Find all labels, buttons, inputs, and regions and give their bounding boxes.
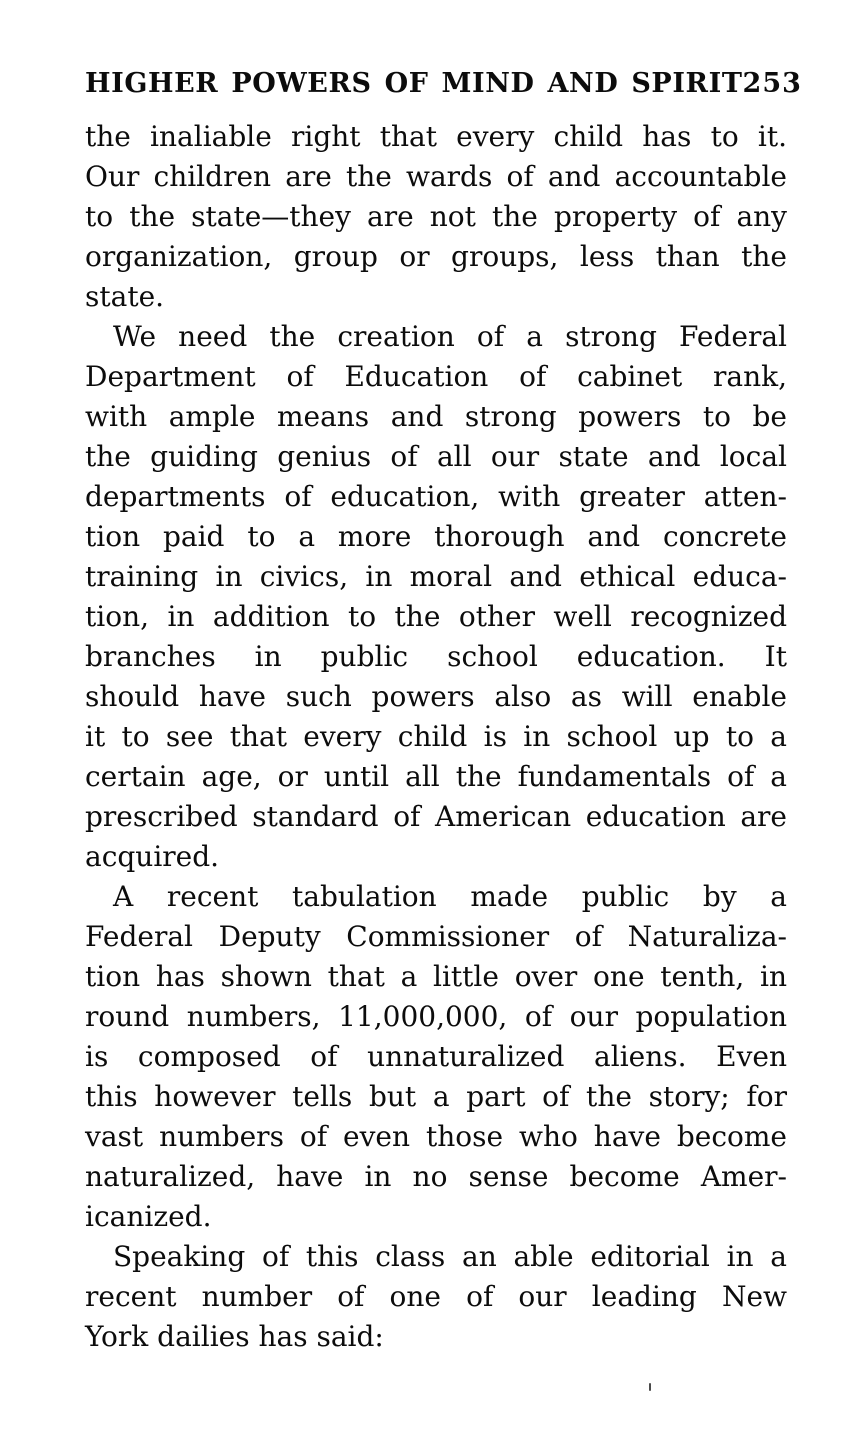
- text-line: training in civics, in moral and ethical educa-: [85, 560, 787, 593]
- text-line: naturalized, have in no sense become Amer-: [85, 1160, 787, 1193]
- running-title: HIGHER POWERS OF MIND AND SPIRIT: [85, 68, 743, 99]
- text-line: icanized.: [85, 1200, 212, 1233]
- text-line: tion paid to a more thorough and concrete: [85, 520, 787, 553]
- text-line: acquired.: [85, 840, 220, 873]
- book-page: [85, 64, 802, 1357]
- text-line: York dailies has said:: [85, 1320, 384, 1353]
- text-line: is composed of unnaturalized aliens. Even: [85, 1040, 787, 1073]
- text-line: branches in public school education. It: [85, 640, 787, 673]
- page-number: 253: [742, 68, 802, 99]
- text-line: Our children are the wards of and accountable: [85, 160, 787, 193]
- text-line: recent number of one of our leading New: [85, 1280, 787, 1313]
- text-line: certain age, or until all the fundamentals of a: [85, 760, 787, 793]
- scan-speck-artifact: [649, 1383, 651, 1391]
- text-line: tion has shown that a little over one tenth, in: [85, 960, 787, 993]
- text-line: with ample means and strong powers to be: [85, 400, 787, 433]
- text-line: We need the creation of a strong Federal: [113, 320, 787, 353]
- text-line: Speaking of this class an able editorial in a: [113, 1240, 787, 1273]
- text-line: it to see that every child is in school up to a: [85, 720, 787, 753]
- text-line: this however tells but a part of the story; for: [85, 1080, 787, 1113]
- page-body: [85, 117, 787, 1357]
- text-line: vast numbers of even those who have become: [85, 1120, 787, 1153]
- text-line: should have such powers also as will enable: [85, 680, 787, 713]
- text-line: tion, in addition to the other well recognized: [85, 600, 787, 633]
- text-line: round numbers, 11,000,000, of our population: [85, 1000, 787, 1033]
- text-line: A recent tabulation made public by a: [113, 880, 787, 913]
- text-line: the inaliable right that every child has to it.: [85, 120, 787, 153]
- text-line: the guiding genius of all our state and local: [85, 440, 787, 473]
- text-line: prescribed standard of American education are: [85, 800, 787, 833]
- text-line: to the state—they are not the property of any: [85, 200, 787, 233]
- running-header: [85, 64, 802, 104]
- text-line: organization, group or groups, less than the: [85, 240, 787, 273]
- text-line: departments of education, with greater atten-: [85, 480, 787, 513]
- text-line: state.: [85, 280, 165, 313]
- text-line: Federal Deputy Commissioner of Naturaliza-: [85, 920, 787, 953]
- text-line: Department of Education of cabinet rank,: [85, 360, 787, 393]
